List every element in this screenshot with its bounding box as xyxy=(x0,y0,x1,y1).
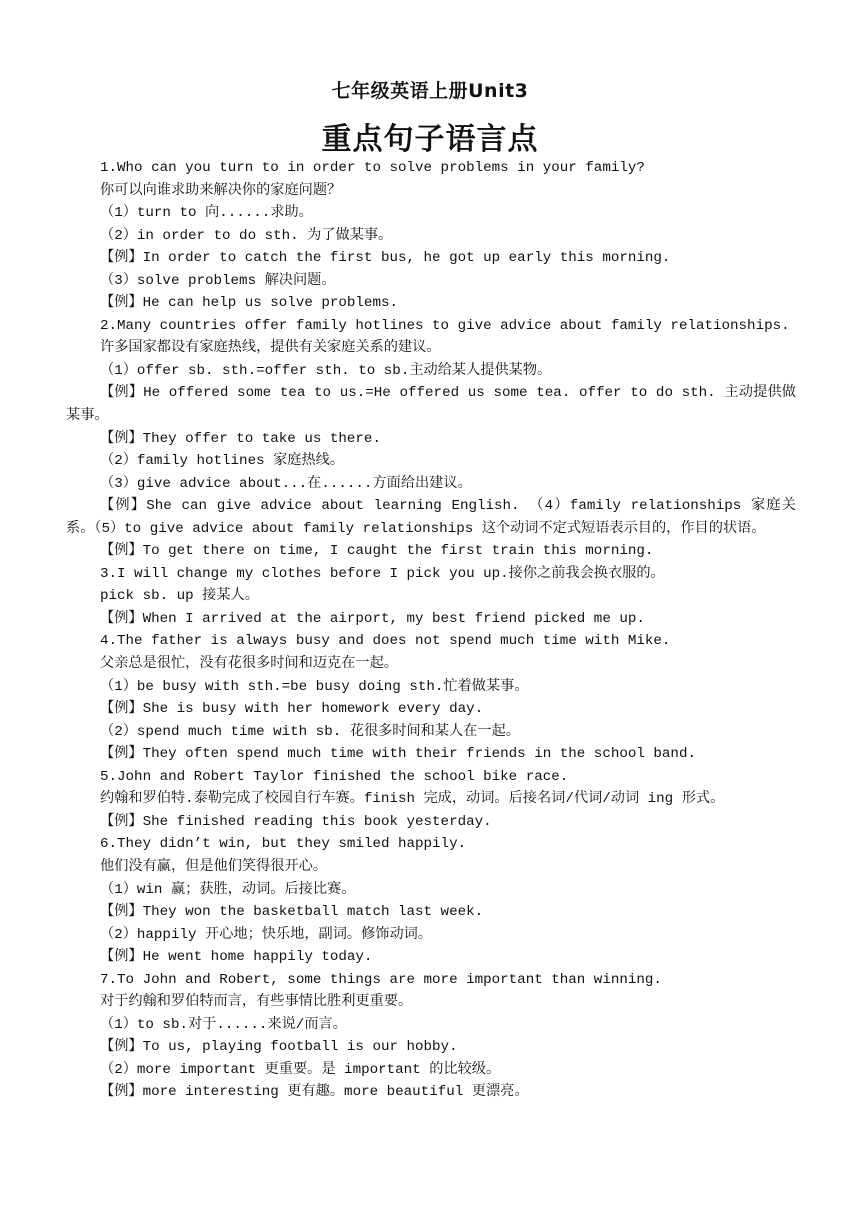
note-to-sb: （1）to sb.对于......来说/而言。 xyxy=(100,1016,347,1033)
example-line: 【例】They won the basketball match last week. xyxy=(100,904,484,921)
example-line: 【例】She finished reading this book yesterday. xyxy=(100,813,492,830)
example-line: 【例】To get there on time, I caught the first train this morning. xyxy=(100,543,654,560)
example-line: 【例】He offered some tea to us.=He offered us some tea. offer to do sth. 主动提供做某事。 xyxy=(66,385,796,425)
example-line: 【例】She can give advice about learning English. （4）family relationships 家庭关系。（5）to give advice about family relationships 这个动词不定式短语表示目的，作目的状语。 xyxy=(66,498,796,537)
sentence-1-translation: 你可以向谁求助来解决你的家庭问题？ xyxy=(100,182,342,199)
note-give-advice: （3）give advice about...在......方面给出建议。 xyxy=(100,475,472,492)
sentence-1-english: 1.Who can you turn to in order to solve problems in your family? xyxy=(100,160,645,176)
note-in-order-to: （2）in order to do sth. 为了做某事。 xyxy=(100,227,393,244)
document-subtitle: 重点句子语言点 xyxy=(321,122,539,157)
example-line: 【例】To us, playing football is our hobby. xyxy=(100,1039,458,1056)
document-body xyxy=(66,157,796,1104)
sentence-6-english: 6.They didn’t win, but they smiled happily. xyxy=(100,836,467,853)
note-spend-time: （2）spend much time with sb. 花很多时间和某人在一起。 xyxy=(100,723,520,740)
example-line: 【例】He can help us solve problems. xyxy=(100,295,398,312)
sentence-7-translation: 对于约翰和罗伯特而言，有些事情比胜利更重要。 xyxy=(100,994,413,1011)
example-line: 【例】When I arrived at the airport, my best friend picked me up. xyxy=(100,610,645,627)
note-family-hotlines: （2）family hotlines 家庭热线。 xyxy=(100,453,345,470)
sentence-2-english: 2.Many countries offer family hotlines to give advice about family relationships. xyxy=(100,317,790,334)
note-pick-up: pick sb. up 接某人。 xyxy=(100,588,259,605)
example-line: 【例】In order to catch the first bus, he got up early this morning. xyxy=(100,250,671,267)
example-line: 【例】They offer to take us there. xyxy=(100,430,381,447)
sentence-4-english: 4.The father is always busy and does not spend much time with Mike. xyxy=(100,633,671,650)
note-turn-to: （1）turn to 向......求助。 xyxy=(100,205,313,222)
example-line: 【例】She is busy with her homework every day. xyxy=(100,701,484,718)
example-line: 【例】They often spend much time with their friends in the school band. xyxy=(100,746,696,763)
sentence-6-translation: 他们没有赢，但是他们笑得很开心。 xyxy=(100,858,328,875)
note-more-important: （2）more important 更重要。是 important 的比较级。 xyxy=(100,1061,501,1078)
example-line: 【例】He went home happily today. xyxy=(100,949,373,966)
example-line: 【例】more interesting 更有趣。more beautiful 更漂亮。 xyxy=(100,1084,529,1101)
sentence-7-english: 7.To John and Robert, some things are more important than winning. xyxy=(100,971,662,988)
note-win: （1）win 赢；获胜，动词。后接比赛。 xyxy=(100,881,356,898)
document-title: 七年级英语上册Unit3 xyxy=(331,80,529,102)
sentence-5-english: 5.John and Robert Taylor finished the school bike race. xyxy=(100,768,569,785)
sentence-5-translation: 约翰和罗伯特.泰勒完成了校园自行车赛。finish 完成，动词。后接名词/代词/动词 ing 形式。 xyxy=(100,791,725,808)
note-be-busy: （1）be busy with sth.=be busy doing sth.忙着做某事。 xyxy=(100,678,529,695)
note-happily: （2）happily 开心地；快乐地，副词。修饰动词。 xyxy=(100,926,433,943)
sentence-3-english: 3.I will change my clothes before I pick you up.接你之前我会换衣服的。 xyxy=(100,565,665,582)
note-solve-problems: （3）solve problems 解决问题。 xyxy=(100,272,336,289)
sentence-2-translation: 许多国家都设有家庭热线，提供有关家庭关系的建议。 xyxy=(100,340,441,357)
note-offer: （1）offer sb. sth.=offer sth. to sb.主动给某人提供某物。 xyxy=(100,362,552,379)
sentence-4-translation: 父亲总是很忙，没有花很多时间和迈克在一起。 xyxy=(100,656,398,673)
